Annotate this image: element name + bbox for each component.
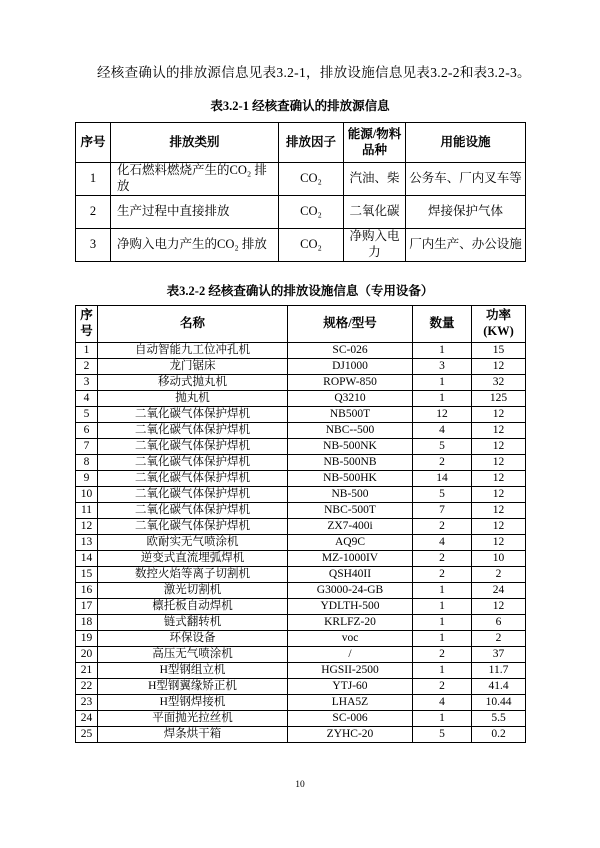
table-cell: DJ1000 (288, 359, 413, 375)
table-cell: 生产过程中直接排放 (111, 196, 279, 229)
table-cell: 1 (413, 375, 472, 391)
table-cell: 10 (472, 551, 526, 567)
table-cell: 二氧化碳气体保护焊机 (98, 455, 288, 471)
table-cell: 1 (76, 163, 111, 196)
table-cell: 化石燃料燃烧产生的CO₂ 排放 (111, 163, 279, 196)
table-row (76, 695, 526, 711)
table-cell: 5 (413, 727, 472, 743)
table-cell: 12 (472, 503, 526, 519)
table-cell: 欧耐实无气喷涂机 (98, 535, 288, 551)
column-header: 用能设施 (406, 123, 526, 163)
table-cell: 3 (413, 359, 472, 375)
table-cell: CO₂ (279, 163, 344, 196)
table-cell: 24 (76, 711, 98, 727)
table-row (76, 727, 526, 743)
table-cell: 11 (76, 503, 98, 519)
table-cell: 8 (76, 455, 98, 471)
table-cell: 10 (76, 487, 98, 503)
table-row (76, 615, 526, 631)
table-cell: NB-500NK (288, 439, 413, 455)
table-cell: HGSII-2500 (288, 663, 413, 679)
table-cell: YTJ-60 (288, 679, 413, 695)
table-cell: 自动智能九工位冲孔机 (98, 343, 288, 359)
table-cell: 14 (76, 551, 98, 567)
table-cell: 厂内生产、办公设施 (406, 229, 526, 262)
table-cell: 净购入电力 (344, 229, 406, 262)
table-cell: CO₂ (279, 196, 344, 229)
emission-facilities-table-title: 表3.2-2 经核查确认的排放设施信息（专用设备） (166, 284, 434, 298)
table-row (76, 343, 526, 359)
table-cell: 11.7 (472, 663, 526, 679)
table-cell: 焊接保护气体 (406, 196, 526, 229)
table-cell: 6 (76, 423, 98, 439)
table-cell: NBC--500 (288, 423, 413, 439)
table-row (76, 471, 526, 487)
column-header: 功率(KW) (472, 306, 526, 343)
table-row (76, 229, 526, 262)
table-cell: 龙门锯床 (98, 359, 288, 375)
table-row (76, 487, 526, 503)
table-cell: 二氧化碳气体保护焊机 (98, 439, 288, 455)
table-cell: 2 (413, 551, 472, 567)
table-cell: 环保设备 (98, 631, 288, 647)
column-header: 名称 (98, 306, 288, 343)
table-cell: ZYHC-20 (288, 727, 413, 743)
table-cell: 32 (472, 375, 526, 391)
table-row (76, 663, 526, 679)
table-row (76, 551, 526, 567)
table-cell: 4 (413, 423, 472, 439)
table-cell: AQ9C (288, 535, 413, 551)
table-cell: 焊条烘干箱 (98, 727, 288, 743)
table-cell: 激光切割机 (98, 583, 288, 599)
table-cell: 抛丸机 (98, 391, 288, 407)
table-cell: H型钢组立机 (98, 663, 288, 679)
table-cell: 17 (76, 599, 98, 615)
table-cell: 檩托板自动焊机 (98, 599, 288, 615)
table-cell: 21 (76, 663, 98, 679)
table-cell: CO₂ (279, 229, 344, 262)
table-row (76, 455, 526, 471)
table-cell: 5 (413, 487, 472, 503)
table-cell: 12 (472, 423, 526, 439)
table-cell: 9 (76, 471, 98, 487)
table-cell: KRLFZ-20 (288, 615, 413, 631)
table-cell: 13 (76, 535, 98, 551)
table-cell: 1 (413, 615, 472, 631)
table-cell: 12 (472, 407, 526, 423)
table-cell: 公务车、厂内叉车等 (406, 163, 526, 196)
table-cell: 18 (76, 615, 98, 631)
table-cell: 12 (472, 471, 526, 487)
table-row (76, 196, 526, 229)
table-cell: 7 (76, 439, 98, 455)
table-cell: 12 (472, 455, 526, 471)
table-cell: 2 (413, 519, 472, 535)
table-row (76, 519, 526, 535)
table-cell: 2 (76, 359, 98, 375)
table-cell: H型钢焊接机 (98, 695, 288, 711)
table-row (76, 567, 526, 583)
table-cell: 二氧化碳 (344, 196, 406, 229)
table-cell: 逆变式直流埋弧焊机 (98, 551, 288, 567)
table-cell: 二氧化碳气体保护焊机 (98, 423, 288, 439)
table-cell: 24 (472, 583, 526, 599)
page-number: 10 (295, 780, 305, 790)
table-cell: LHA5Z (288, 695, 413, 711)
table-cell: 12 (472, 535, 526, 551)
table-cell: QSH40II (288, 567, 413, 583)
table-cell: SC-006 (288, 711, 413, 727)
table-cell: 数控火焰等离子切割机 (98, 567, 288, 583)
table-cell: 37 (472, 647, 526, 663)
table-cell: 2 (413, 647, 472, 663)
table-cell: 1 (413, 343, 472, 359)
table-cell: 6 (472, 615, 526, 631)
table-cell: 12 (472, 359, 526, 375)
table-cell: 14 (413, 471, 472, 487)
table-cell: NB500T (288, 407, 413, 423)
table-row (76, 359, 526, 375)
column-header: 数量 (413, 306, 472, 343)
table-cell: 3 (76, 375, 98, 391)
table-cell: 1 (413, 631, 472, 647)
table-row (76, 503, 526, 519)
table-cell: 12 (472, 519, 526, 535)
table-cell: 高压无气喷涂机 (98, 647, 288, 663)
table-row (76, 535, 526, 551)
table-cell: 移动式抛丸机 (98, 375, 288, 391)
table-cell: MZ-1000IV (288, 551, 413, 567)
table-row (76, 391, 526, 407)
table-row (76, 163, 526, 196)
table-cell: 125 (472, 391, 526, 407)
emission-facilities-table (75, 305, 526, 743)
table-cell: 12 (472, 599, 526, 615)
table-cell: 4 (413, 535, 472, 551)
table-row (76, 599, 526, 615)
table-cell: 5.5 (472, 711, 526, 727)
emission-sources-table-title: 表3.2-1 经核查确认的排放源信息 (210, 99, 390, 113)
table-cell: ZX7-400i (288, 519, 413, 535)
table-cell: 2 (76, 196, 111, 229)
table-cell: 23 (76, 695, 98, 711)
table-cell: 2 (413, 679, 472, 695)
table-cell: 12 (76, 519, 98, 535)
table-row (76, 423, 526, 439)
table-cell: 汽油、柴 (344, 163, 406, 196)
table-cell: 7 (413, 503, 472, 519)
table-cell: G3000-24-GB (288, 583, 413, 599)
intro-paragraph: 经核查确认的排放源信息见表3.2-1，排放设施信息见表3.2-2和表3.2-3。 (97, 65, 531, 80)
column-header: 排放类别 (111, 123, 279, 163)
table-cell: 41.4 (472, 679, 526, 695)
table-cell: 二氧化碳气体保护焊机 (98, 471, 288, 487)
table-cell: Q3210 (288, 391, 413, 407)
table-cell: NB-500NB (288, 455, 413, 471)
table-cell: 1 (413, 599, 472, 615)
table-cell: 2 (413, 567, 472, 583)
table-cell: 1 (413, 711, 472, 727)
table-header-row (76, 306, 526, 343)
table-cell: NB-500HK (288, 471, 413, 487)
column-header: 序号 (76, 123, 111, 163)
table-cell: / (288, 647, 413, 663)
table-cell: 15 (76, 567, 98, 583)
table-row (76, 583, 526, 599)
table-cell: 4 (413, 695, 472, 711)
table-cell: 链式翻转机 (98, 615, 288, 631)
table-cell: 2 (413, 455, 472, 471)
table-cell: 1 (413, 583, 472, 599)
table-cell: 10.44 (472, 695, 526, 711)
table-cell: 二氧化碳气体保护焊机 (98, 519, 288, 535)
table-cell: 20 (76, 647, 98, 663)
emission-sources-table (75, 122, 526, 262)
table-cell: 二氧化碳气体保护焊机 (98, 487, 288, 503)
table-header-row (76, 123, 526, 163)
table-cell: 二氧化碳气体保护焊机 (98, 503, 288, 519)
table-cell: 1 (413, 391, 472, 407)
table-cell: 12 (413, 407, 472, 423)
table-cell: YDLTH-500 (288, 599, 413, 615)
table-cell: 4 (76, 391, 98, 407)
table-cell: 12 (472, 487, 526, 503)
table-cell: NBC-500T (288, 503, 413, 519)
table-cell: NB-500 (288, 487, 413, 503)
table-row (76, 439, 526, 455)
table-row (76, 647, 526, 663)
table-cell: 22 (76, 679, 98, 695)
table-cell: 平面抛光拉丝机 (98, 711, 288, 727)
column-header: 排放因子 (279, 123, 344, 163)
table-cell: 2 (472, 567, 526, 583)
table-cell: 二氧化碳气体保护焊机 (98, 407, 288, 423)
table-cell: 2 (472, 631, 526, 647)
table-cell: 净购入电力产生的CO₂ 排放 (111, 229, 279, 262)
column-header: 能源/物料品种 (344, 123, 406, 163)
table-cell: 0.2 (472, 727, 526, 743)
table-row (76, 711, 526, 727)
table-row (76, 407, 526, 423)
table-cell: SC-026 (288, 343, 413, 359)
table-cell: 5 (413, 439, 472, 455)
table-row (76, 679, 526, 695)
table-row (76, 375, 526, 391)
table-row (76, 631, 526, 647)
table-cell: 25 (76, 727, 98, 743)
table-cell: H型钢翼缘矫正机 (98, 679, 288, 695)
table-cell: 3 (76, 229, 111, 262)
column-header: 规格/型号 (288, 306, 413, 343)
table-cell: ROPW-850 (288, 375, 413, 391)
table-cell: 5 (76, 407, 98, 423)
table-cell: 15 (472, 343, 526, 359)
column-header: 序号 (76, 306, 98, 343)
table-cell: 19 (76, 631, 98, 647)
table-cell: 1 (76, 343, 98, 359)
table-cell: voc (288, 631, 413, 647)
table-cell: 16 (76, 583, 98, 599)
table-cell: 1 (413, 663, 472, 679)
table-cell: 12 (472, 439, 526, 455)
